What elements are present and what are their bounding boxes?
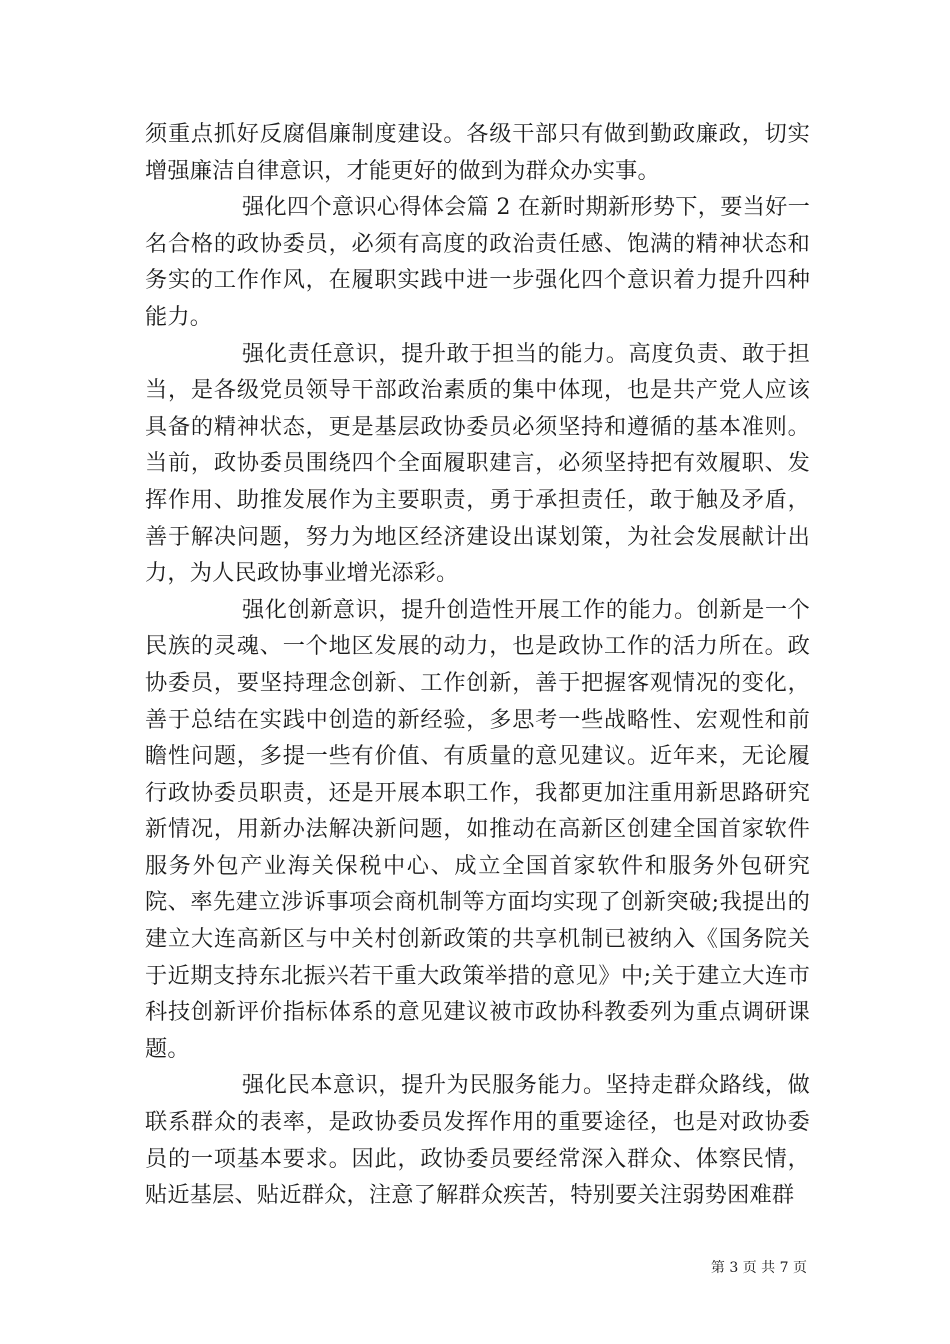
- paragraph-innovation: 强化创新意识，提升创造性开展工作的能力。创新是一个民族的灵魂、一个地区发展的动力，也是政协工作的活力所在。政协委员，要坚持理念创新、工作创新，善于把握客观情况的变化，善于总结在实践中创造的新经验，多思考一些战略性、宏观性和前瞻性问题，多提一些有价值、有质量的意见建议。近年来，无论履行政协委员职责，还是开展本职工作，我都更加注重用新思路研究新情况，用新办法解决新问题，如推动在高新区创建全国首家软件服务外包产业海关保税中心、成立全国首家软件和服务外包研究院、率先建立涉诉事项会商机制等方面均实现了创新突破;我提出的建立大连高新区与中关村创新政策的共享机制已被纳入《国务院关于近期支持东北振兴若干重大政策举措的意见》中;关于建立大连市科技创新评价指标体系的意见建议被市政协科教委列为重点调研课题。: [145, 596, 810, 1062]
- paragraph-continuation: 须重点抓好反腐倡廉制度建设。各级干部只有做到勤政廉政，切实增强廉洁自律意识，才能更好的做到为群众办实事。: [145, 121, 810, 184]
- paragraph-responsibility: 强化责任意识，提升敢于担当的能力。高度负责、敢于担当，是各级党员领导干部政治素质的集中体现，也是共产党人应该具备的精神状态，更是基层政协委员必须坚持和遵循的基本准则。当前，政协委员围绕四个全面履职建言，必须坚持把有效履职、发挥作用、助推发展作为主要职责，勇于承担责任，敢于触及矛盾，善于解决问题，努力为地区经济建设出谋划策，为社会发展献计出力，为人民政协事业增光添彩。: [145, 340, 810, 587]
- document-body: [145, 116, 810, 1214]
- paragraph-intro: 强化四个意识心得体会篇 2 在新时期新形势下，要当好一名合格的政协委员，必须有高度的政治责任感、饱满的精神状态和务实的工作作风，在履职实践中进一步强化四个意识着力提升四种能力。: [145, 194, 810, 330]
- page-number-footer: 第 3 页 共 7 页: [710, 1260, 807, 1276]
- paragraph-people-oriented: 强化民本意识，提升为民服务能力。坚持走群众路线，做联系群众的表率，是政协委员发挥作用的重要途径，也是对政协委员的一项基本要求。因此，政协委员要经常深入群众、体察民情，贴近基层、贴近群众，注意了解群众疾苦，特别要关注弱势困难群: [145, 1072, 810, 1209]
